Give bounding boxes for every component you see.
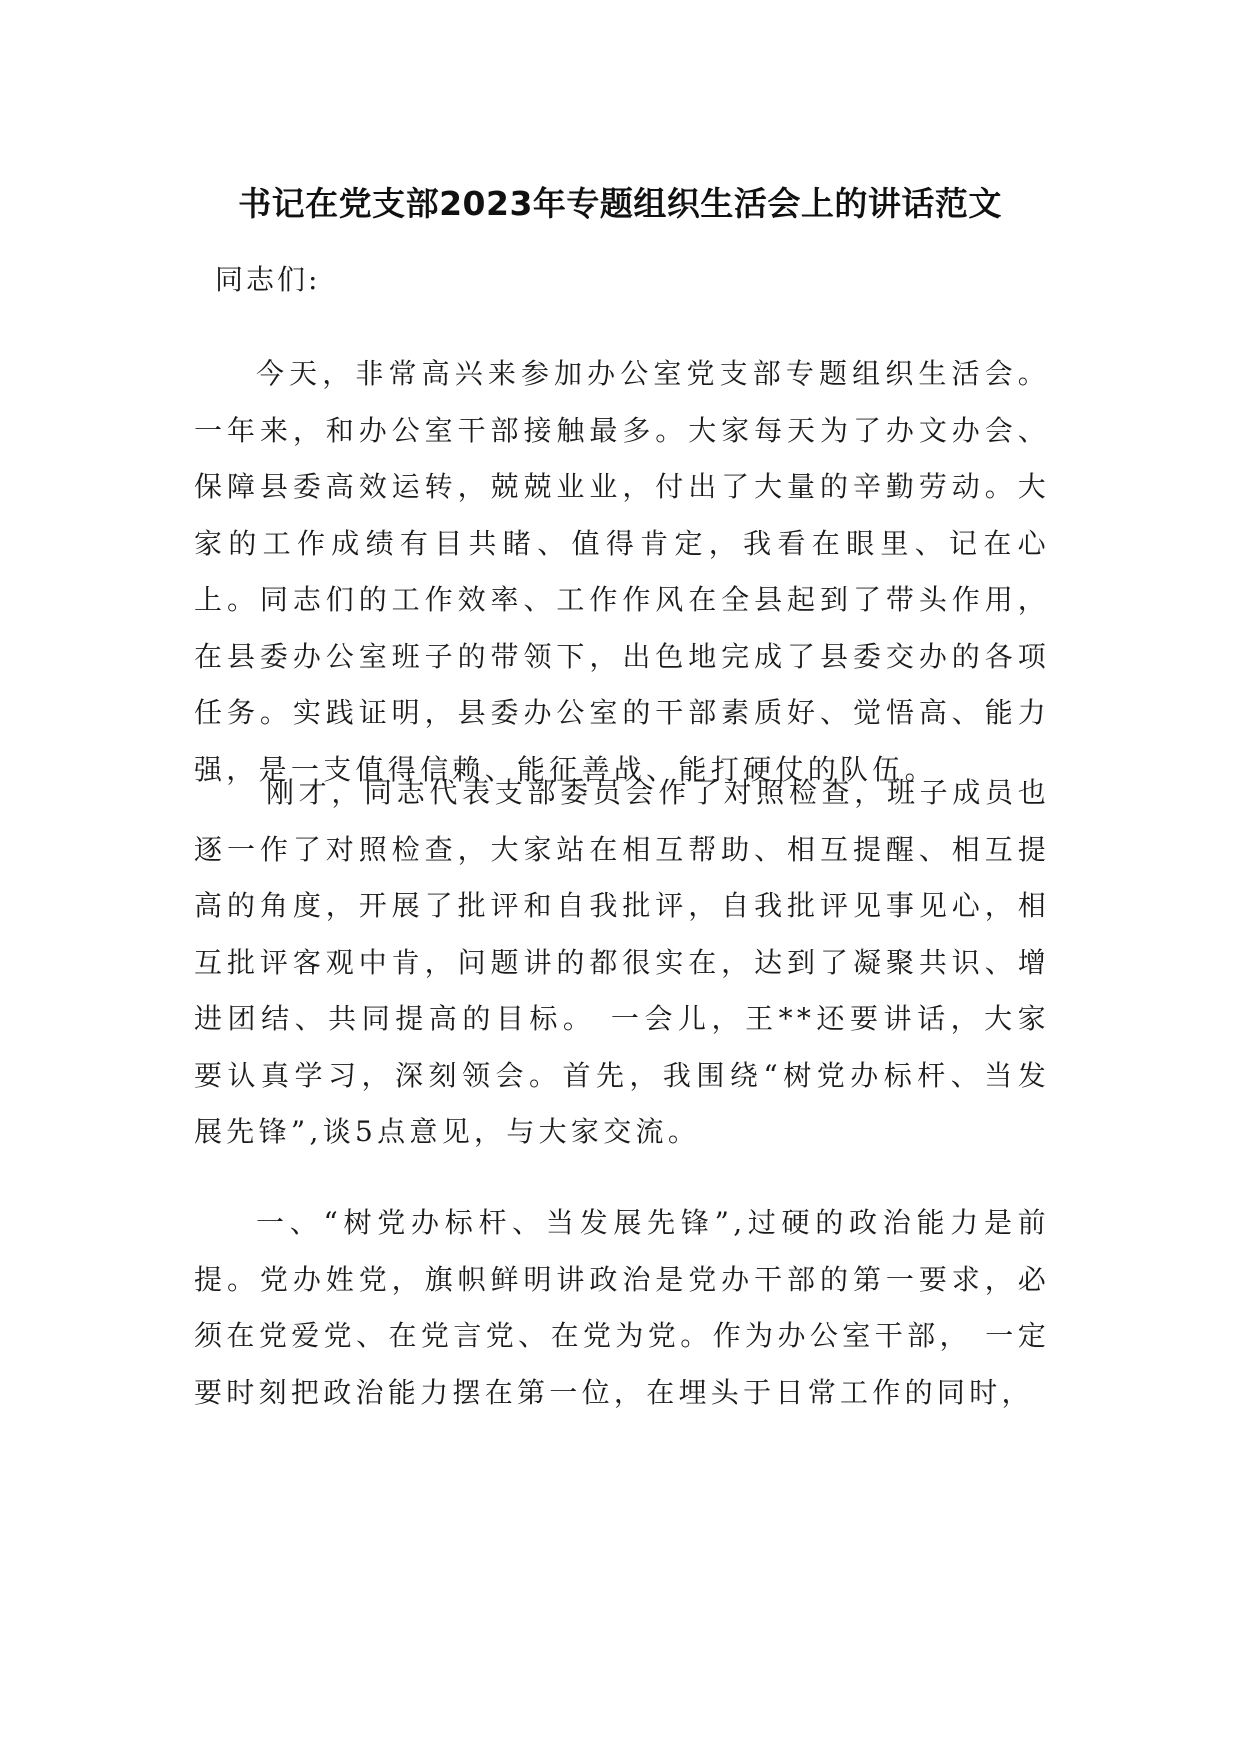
paragraph-text: 一、“树党办标杆、当发展先锋”,过硬的政治能力是前提。党办姓党，旗帜鲜明讲政治是党办干部的第一要求，必须在党爱党、在党言党、在党为党。作为办公室干部， 一定要时刻把政治能力摆在第一位，在埋头于日常工作的同时， [194,1206,1050,1409]
document-title: 书记在党支部2023年专题组织生活会上的讲话范文 [238,184,1002,223]
paragraph-1 [194,346,1050,798]
paragraph-text: 刚才，同志代表支部委员会作了对照检查，班子成员也逐一作了对照检查，大家站在相互帮助、相互提醒、相互提高的角度，开展了批评和自我批评，自我批评见事见心，相互批评客观中肯，问题讲的都很实在，达到了凝聚共识、增进团结、共同提高的目标。 一会儿，王**还要讲话，大家要认真学习，深刻领会。首先，我围绕“树党办标杆、当发展先锋”,谈5点意见，与大家交流。 [194,776,1050,1148]
greeting-line: 同志们: [215,263,321,296]
paragraph-text: 今天，非常高兴来参加办公室党支部专题组织生活会。一年来，和办公室干部接触最多。大家每天为了办文办会、保障县委高效运转，兢兢业业，付出了大量的辛勤劳动。大家的工作成绩有目共睹、值得肯定，我看在眼里、记在心上。同志们的工作效率、工作作风在全县起到了带头作用，在县委办公室班子的带领下，出色地完成了县委交办的各项任务。实践证明，县委办公室的干部素质好、觉悟高、能力强，是一支值得信赖、能征善战、能打硬仗的队伍。 [194,357,1050,786]
paragraph-2 [194,765,1050,1161]
paragraph-3 [194,1195,1050,1421]
